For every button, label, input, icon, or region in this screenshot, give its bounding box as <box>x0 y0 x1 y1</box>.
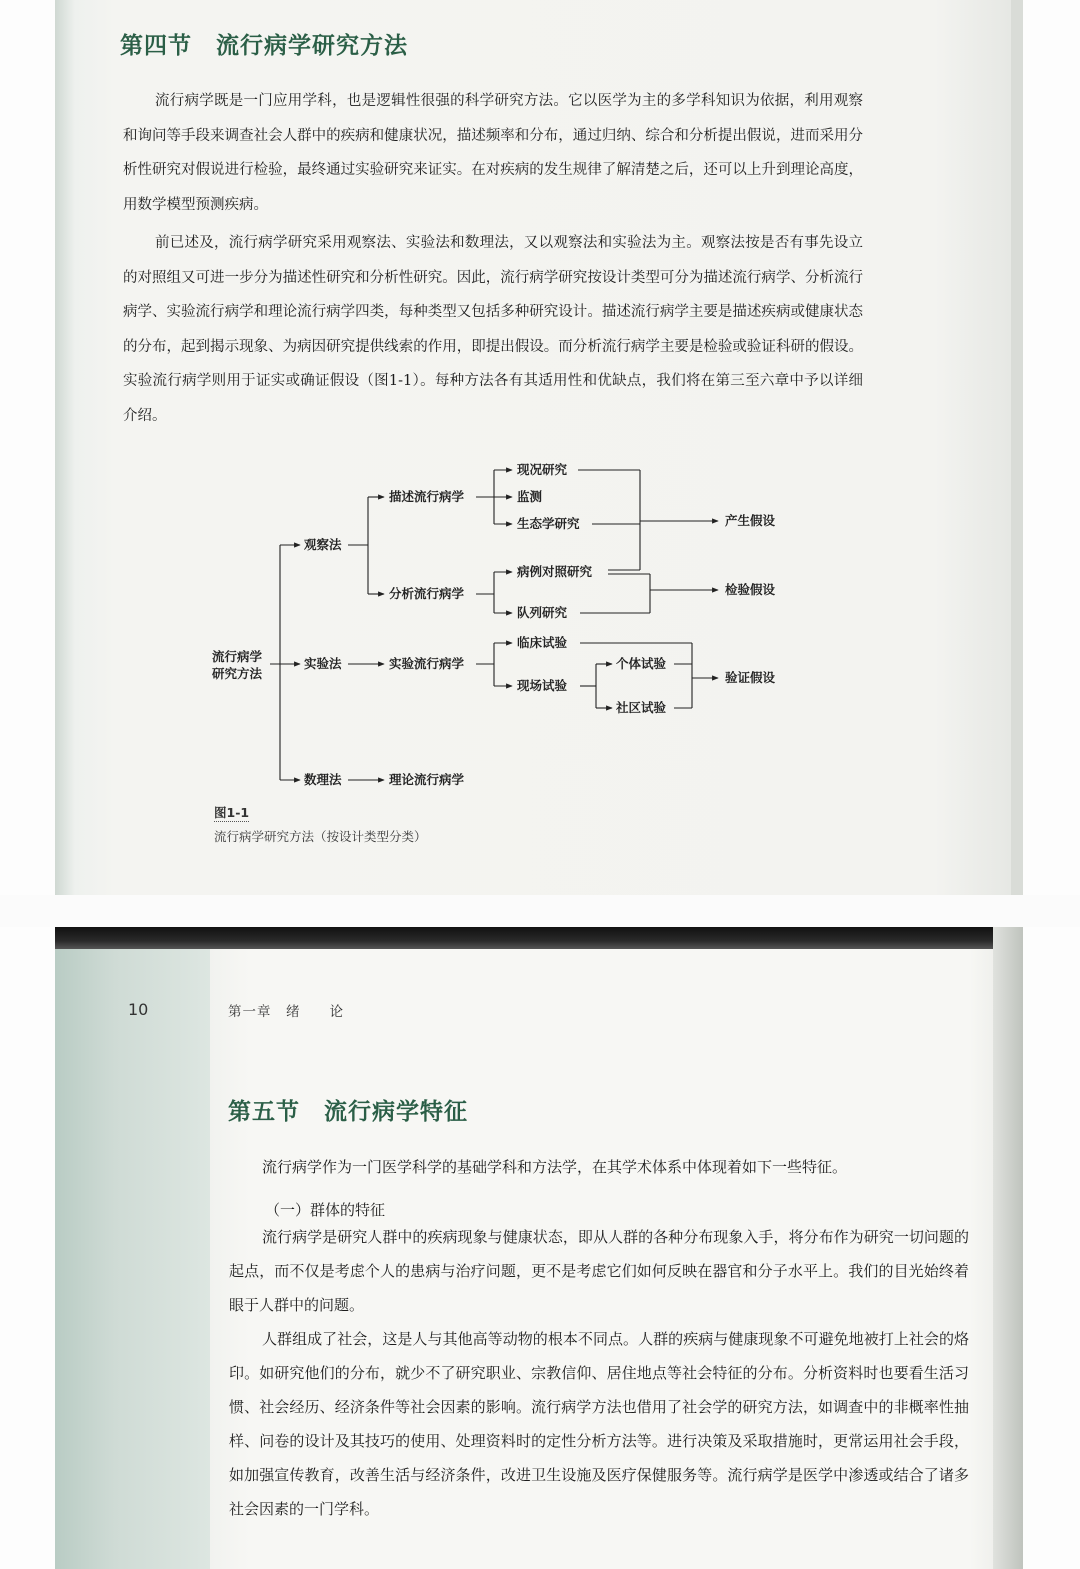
diagram-node-theoretical: 理论流行病学 <box>389 772 465 787</box>
diagram-node-ecological: 生态学研究 <box>517 516 580 531</box>
paragraph-features-intro: 流行病学作为一门医学科学的基础学科和方法学，在其学术体系中体现着如下一些特征。 <box>262 1158 848 1176</box>
section-title-5: 第五节 流行病学特征 <box>228 1099 468 1125</box>
page-margin-sidebar <box>55 949 210 1569</box>
diagram-node-experiment: 实验法 <box>304 656 342 671</box>
paragraph-research-intro: 流行病学既是一门应用学科，也是逻辑性很强的科学研究方法。它以医学为主的多学科知识为依据，利用观察和询问等手段来调查社会人群中的疾病和健康状况，描述频率和分布，通过归纳、综合和分析提出假说，进而采用分析性研究对假说进行检验，最终通过实验研究来证实。在对疾病的发生规律了解清楚之后，还可以上升到理论高度，用数学模型预测疾病。 <box>123 93 863 213</box>
diagram-node-root-line1: 流行病学 <box>212 649 263 664</box>
diagram-node-individual-trial: 个体试验 <box>616 656 667 671</box>
figure-label: 图1-1 <box>214 805 250 820</box>
figure-caption: 流行病学研究方法（按设计类型分类） <box>214 829 427 844</box>
diagram-node-field-trial: 现场试验 <box>517 678 568 693</box>
diagram-node-community-trial: 社区试验 <box>616 700 667 715</box>
diagram-node-root-line2: 研究方法 <box>212 666 263 681</box>
paragraph-research-types: 前已述及，流行病学研究采用观察法、实验法和数理法，又以观察法和实验法为主。观察法按是否有事先设立的对照组又可进一步分为描述性研究和分析性研究。因此，流行病学研究按设计类型可分为描述流行病学、分析流行病学、实验流行病学和理论流行病学四类，每种类型又包括多种研究设计。描述流行病学主要是描述疾病或健康状态的分布，起到揭示现象、为病因研究提供线索的作用，即提出假设。而分析流行病学主要是检验或验证科研的假设。实验流行病学则用于证实或确证假设（图1-1）。每种方法各有其适用性和优缺点，我们将在第三至六章中予以详细介绍。 <box>123 235 863 424</box>
paragraph-social-factors: 人群组成了社会，这是人与其他高等动物的根本不同点。人群的疾病与健康现象不可避免地被打上社会的烙印。如研究他们的分布，就少不了研究职业、宗教信仰、居住地点等社会特征的分布。分析资料时也要看生活习惯、社会经历、经济条件等社会因素的影响。流行病学方法也借用了社会学的研究方法，如调查中的非概率性抽样、问卷的设计及其技巧的使用、处理资料时的定性分析方法等。进行决策及采取措施时，更常运用社会手段，如加强宣传教育，改善生活与经济条件，改进卫生设施及医疗保健服务等。流行病学是医学中渗透或结合了诸多社会因素的一门学科。 <box>229 1330 969 1518</box>
subheading-group-feature: （一）群体的特征 <box>265 1201 386 1219</box>
diagram-node-cohort: 队列研究 <box>517 605 568 620</box>
diagram-node-generate-hypothesis: 产生假设 <box>725 513 776 528</box>
page-top-shadow <box>55 927 1023 949</box>
diagram-node-survey: 现况研究 <box>517 462 568 477</box>
diagram-node-observation: 观察法 <box>304 537 342 552</box>
diagram-node-case-control: 病例对照研究 <box>517 564 593 579</box>
diagram-node-monitoring: 监测 <box>517 489 543 504</box>
page-number: 10 <box>128 1000 149 1019</box>
diagram-node-test-hypothesis: 检验假设 <box>725 582 776 597</box>
running-head: 第一章 绪 论 <box>228 1004 344 1020</box>
diagram-node-math: 数理法 <box>304 772 342 787</box>
diagram-node-experimental: 实验流行病学 <box>389 656 465 671</box>
section-title-4: 第四节 流行病学研究方法 <box>120 33 408 59</box>
page-gap <box>0 895 1080 927</box>
diagram-node-analytic: 分析流行病学 <box>389 586 465 601</box>
diagram-node-descriptive: 描述流行病学 <box>389 489 465 504</box>
diagram-node-clinical-trial: 临床试验 <box>517 635 568 650</box>
paragraph-population-study: 流行病学是研究人群中的疾病现象与健康状态，即从人群的各种分布现象入手，将分布作为研究一切问题的起点，而不仅是考虑个人的患病与治疗问题，更不是考虑它们如何反映在器官和分子水平上。我们的目光始终着眼于人群中的问题。 <box>229 1228 969 1314</box>
diagram-node-verify-hypothesis: 验证假设 <box>725 670 776 685</box>
page-spine <box>993 927 1023 1569</box>
